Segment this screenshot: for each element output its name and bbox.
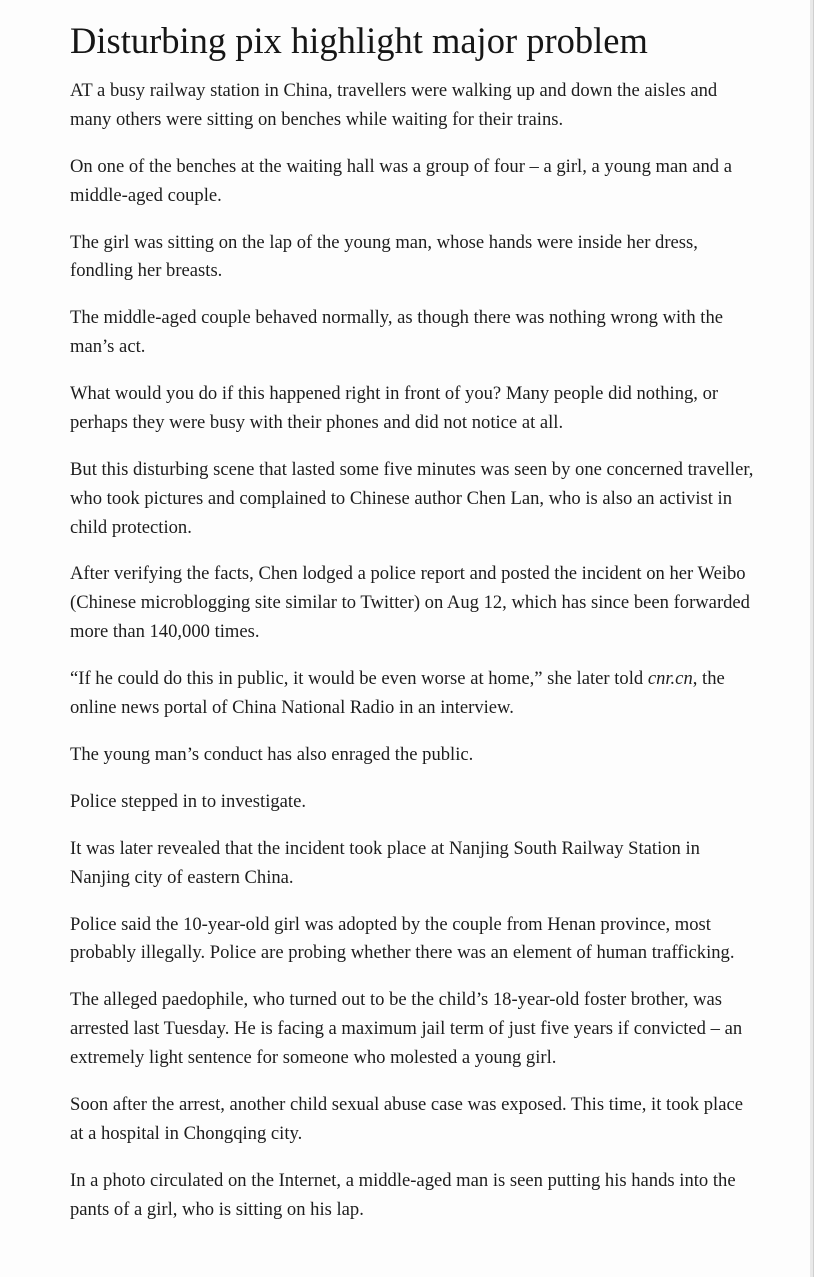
- article-paragraph-quote: [70, 665, 760, 723]
- article-paragraph: Police said the 10-year-old girl was adopted by the couple from Henan province, most probably illegally. Police are probing whether there was an element of human trafficking.: [70, 913, 735, 964]
- quote-text: “If he could do this in public, it would be even worse at home,” she later told: [70, 668, 648, 690]
- article-paragraph: On one of the benches at the waiting hall was a group of four – a girl, a young man and a middle-aged couple.: [70, 155, 732, 206]
- page-edge-shadow: [810, 0, 813, 1277]
- article-paragraph: After verifying the facts, Chen lodged a police report and posted the incident on her Weibo (Chinese microblogging site similar to Twitter) on Aug 12, which has since been forwarded more than 140,000 times.: [70, 563, 750, 643]
- article: [70, 18, 760, 1243]
- article-paragraph: Police stepped in to investigate.: [70, 790, 306, 812]
- article-paragraph: It was later revealed that the incident took place at Nanjing South Railway Station in Nanjing city of eastern China.: [70, 837, 700, 888]
- article-paragraph: In a photo circulated on the Internet, a middle-aged man is seen putting his hands into the pants of a girl, who is sitting on his lap.: [70, 1169, 736, 1220]
- article-paragraph: Soon after the arrest, another child sexual abuse case was exposed. This time, it took place at a hospital in Chongqing city.: [70, 1093, 743, 1144]
- article-paragraph: But this disturbing scene that lasted some five minutes was seen by one concerned traveller, who took pictures and complained to Chinese author Chen Lan, who is also an activist in child protection.: [70, 458, 754, 538]
- article-paragraph: What would you do if this happened right in front of you? Many people did nothing, or perhaps they were busy with their phones and did not notice at all.: [70, 383, 719, 433]
- article-paragraph: The girl was sitting on the lap of the young man, whose hands were inside her dress, fondling her breasts.: [70, 231, 698, 282]
- quote-text-continued: , the online news portal of China National Radio in an interview.: [70, 668, 725, 718]
- article-paragraph: The middle-aged couple behaved normally, as though there was nothing wrong with the man’s act.: [70, 307, 724, 358]
- article-headline: Disturbing pix highlight major problem: [70, 20, 648, 61]
- source-link-text: cnr.cn: [647, 668, 693, 690]
- article-paragraph: The alleged paedophile, who turned out to be the child’s 18-year-old foster brother, was arrested last Tuesday. He is facing a maximum jail term of just five years if convicted – an extremely light sentence for someone who molested a young girl.: [70, 989, 743, 1068]
- article-paragraph: The young man’s conduct has also enraged the public.: [70, 743, 474, 765]
- article-paragraph: AT a busy railway station in China, travellers were walking up and down the aisles and many others were sitting on benches while waiting for their trains.: [70, 80, 718, 130]
